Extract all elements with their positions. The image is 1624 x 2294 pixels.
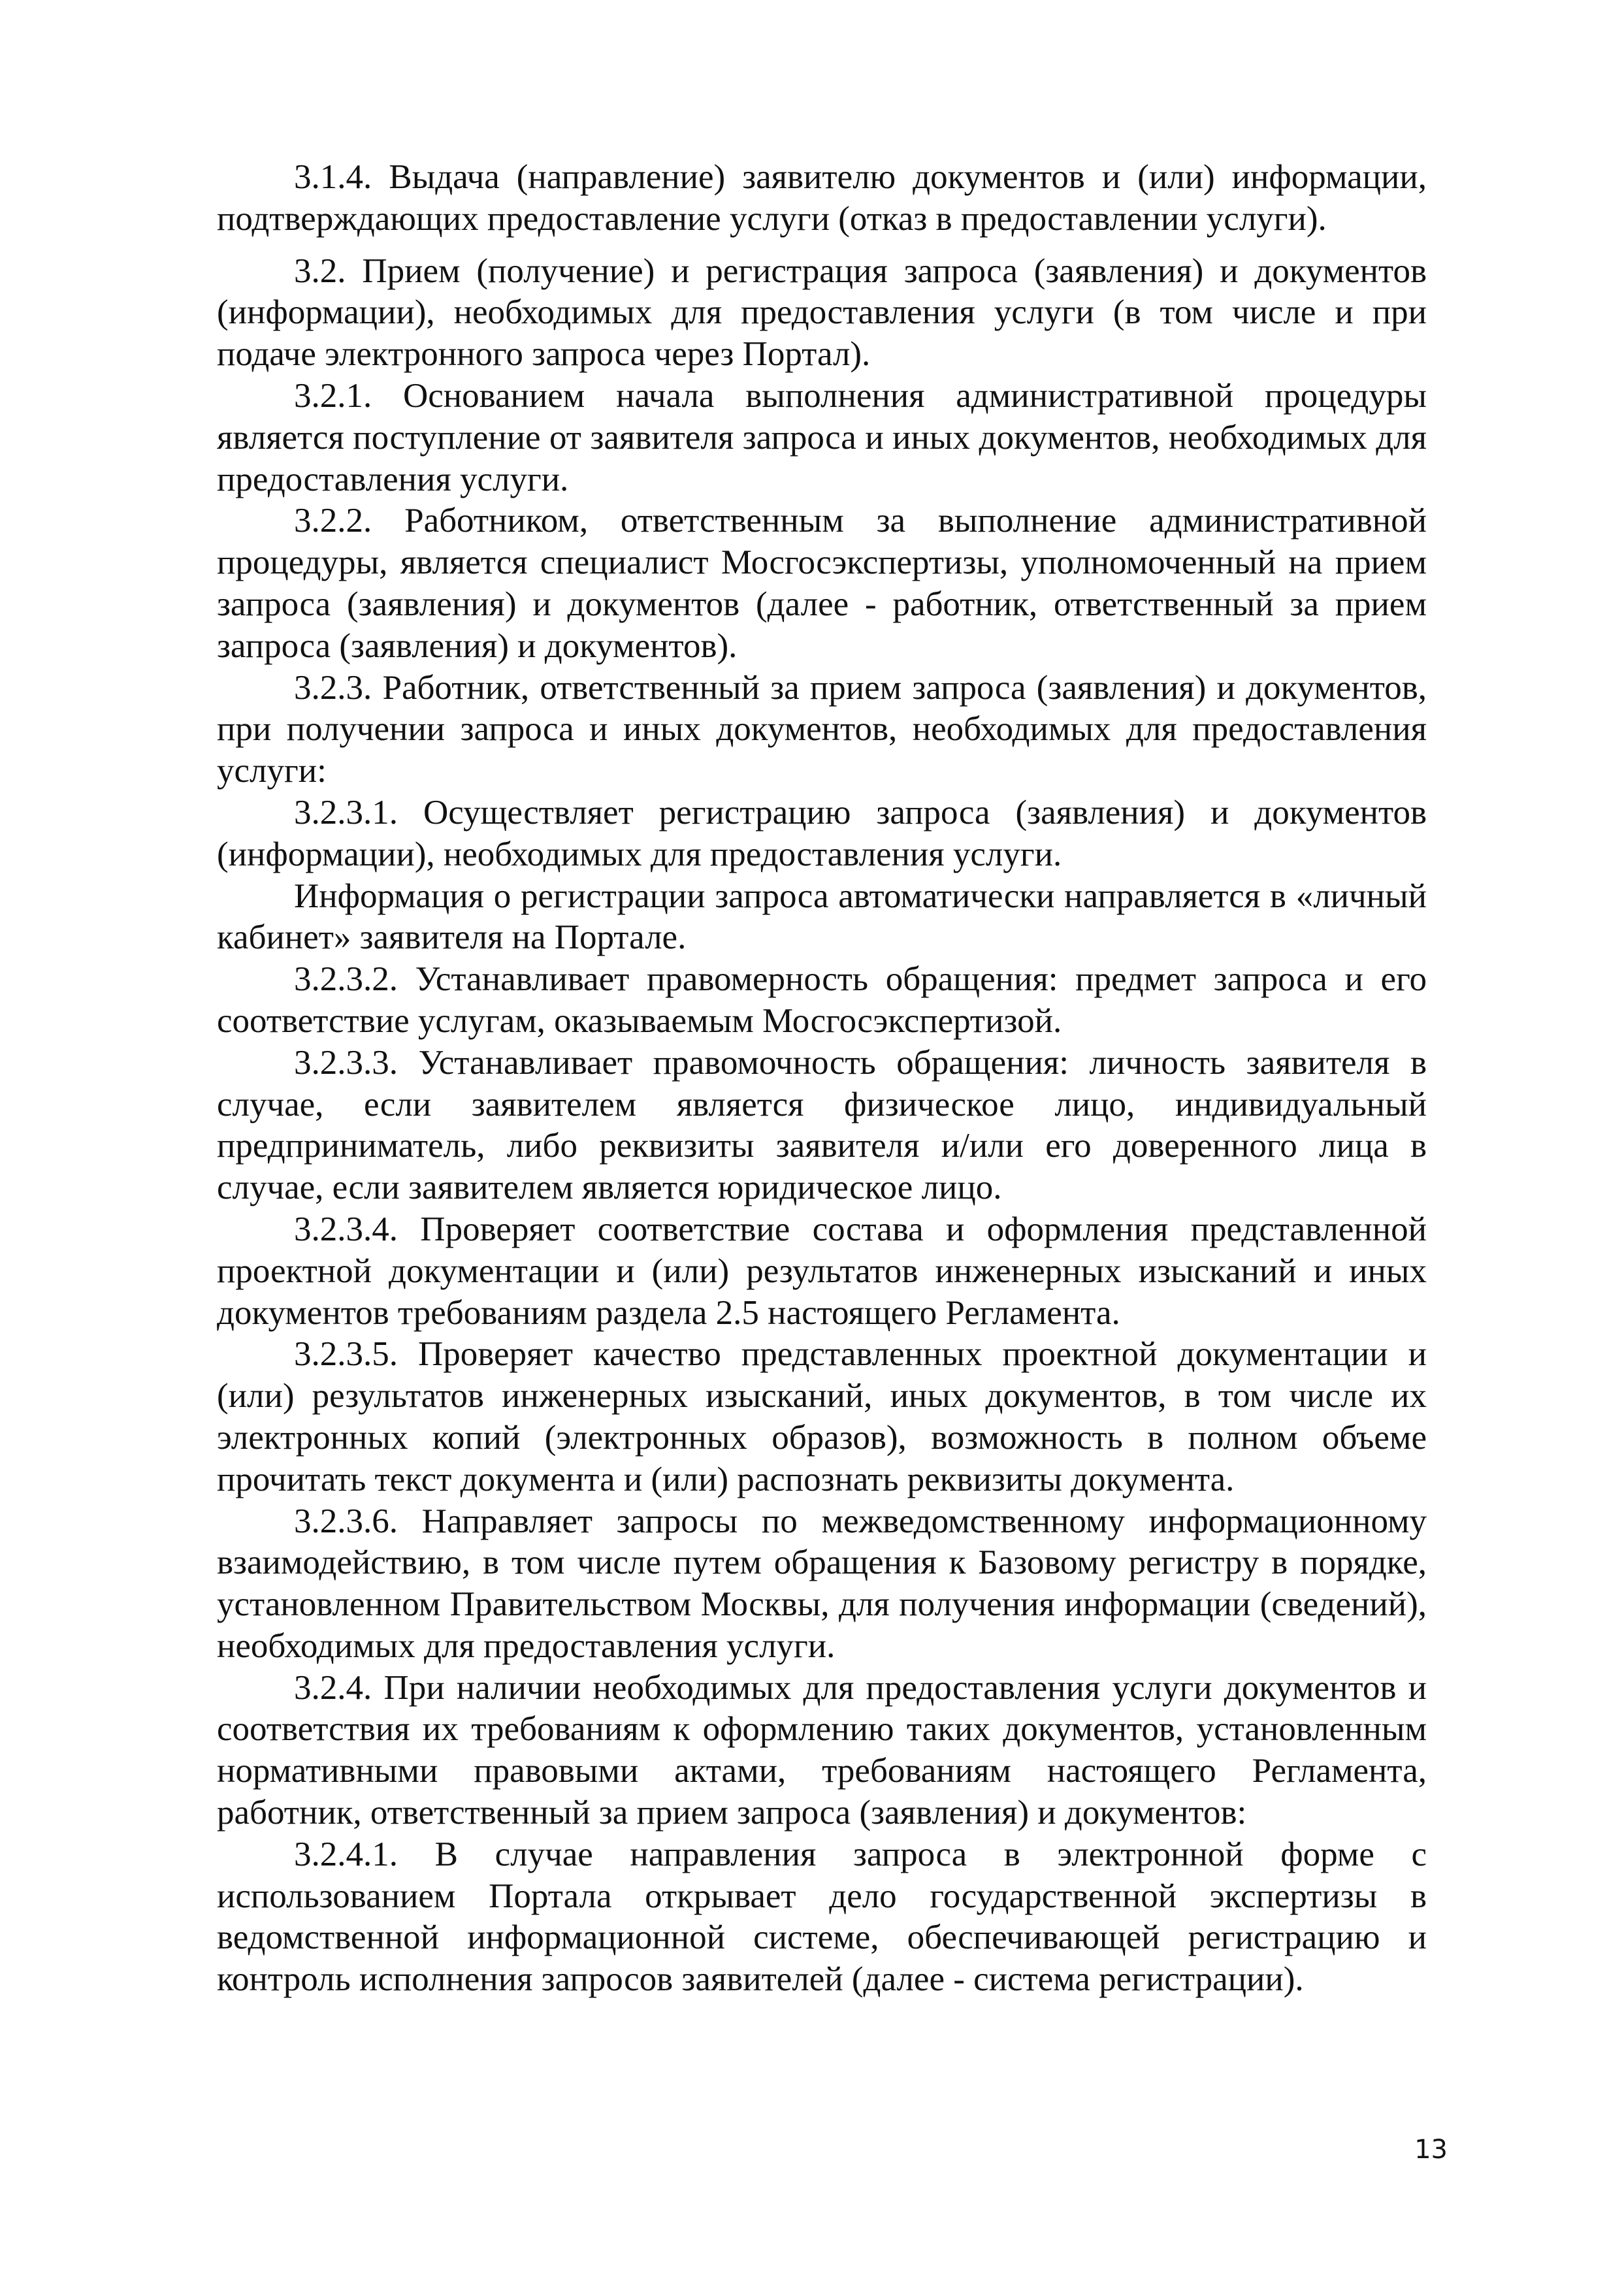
paragraph-3-1-4: 3.1.4. Выдача (направление) заявителю документов и (или) информации, подтверждающих предоставление услуги (отказ в предоставлении услуги). (217, 158, 1427, 238)
paragraph-3-2-1: 3.2.1. Основанием начала выполнения административной процедуры является поступление от заявителя запроса и иных документов, необходимых для предоставления услуги. (217, 376, 1427, 498)
paragraph-3-2-3-1: 3.2.3.1. Осуществляет регистрацию запроса (заявления) и документов (информации), необходимых для предоставления услуги. (217, 793, 1427, 873)
page-number: 13 (1414, 2135, 1448, 2165)
paragraph-3-2: 3.2. Прием (получение) и регистрация запроса (заявления) и документов (информации), необходимых для предоставления услуги (в том числе и при подаче электронного запроса через Портал). (217, 251, 1427, 374)
paragraph-3-2-4-1: 3.2.4.1. В случае направления запроса в электронной форме с использованием Портала открывает дело государственной экспертизы в ведомственной информационной системе, обеспечивающей регистрацию и контроль исполнения запросов заявителей (далее - система регистрации). (217, 1835, 1427, 1999)
paragraph-3-2-3-5: 3.2.3.5. Проверяет качество представленных проектной документации и (или) результатов инженерных изысканий, иных документов, в том числе их электронных копий (электронных образов), возможность в полном объеме прочитать текст документа и (или) распознать реквизиты документа. (217, 1335, 1427, 1498)
document-body (217, 157, 1427, 2001)
paragraph-registration-info: Информация о регистрации запроса автоматически направляется в «личный кабинет» заявителя на Портале. (217, 877, 1427, 957)
paragraph-3-2-3-2: 3.2.3.2. Устанавливает правомерность обращения: предмет запроса и его соответствие услугам, оказываемым Мосгосэкспертизой. (217, 960, 1427, 1040)
paragraph-3-2-3-4: 3.2.3.4. Проверяет соответствие состава и оформления представленной проектной документации и (или) результатов инженерных изысканий и иных документов требованиям раздела 2.5 настоящего Регламента. (217, 1210, 1427, 1332)
paragraph-3-2-3-3: 3.2.3.3. Устанавливает правомочность обращения: личность заявителя в случае, если заявителем является физическое лицо, индивидуальный предприниматель, либо реквизиты заявителя и/или его доверенного лица в случае, если заявителем является юридическое лицо. (217, 1043, 1427, 1207)
paragraph-3-2-3-6: 3.2.3.6. Направляет запросы по межведомственному информационному взаимодействию, в том числе путем обращения к Базовому регистру в порядке, установленном Правительством Москвы, для получения информации (сведений), необходимых для предоставления услуги. (217, 1502, 1427, 1665)
paragraph-3-2-2: 3.2.2. Работником, ответственным за выполнение административной процедуры, является специалист Мосгосэкспертизы, уполномоченный на прием запроса (заявления) и документов (далее - работник, ответственный за прием запроса (заявления) и документов). (217, 502, 1427, 665)
paragraph-3-2-3: 3.2.3. Работник, ответственный за прием запроса (заявления) и документов, при получении запроса и иных документов, необходимых для предоставления услуги: (217, 668, 1427, 790)
paragraph-3-2-4: 3.2.4. При наличии необходимых для предоставления услуги документов и соответствия их требованиям к оформлению таких документов, установленным нормативными правовыми актами, требованиям настоящего Регламента, работник, ответственный за прием запроса (заявления) и документов: (217, 1668, 1427, 1832)
